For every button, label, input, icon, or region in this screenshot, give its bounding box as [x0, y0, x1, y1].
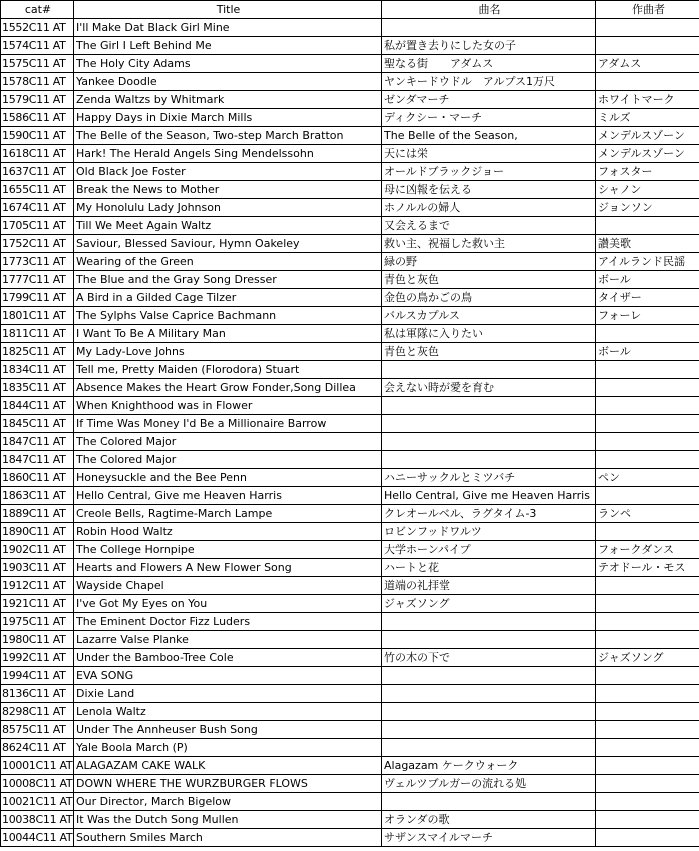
japanese-title-cell: 会えない時が愛を育む	[382, 379, 596, 397]
composer-cell: ランペ	[596, 505, 699, 523]
cat-cell: 1801C11 AT	[1, 307, 74, 325]
cat-cell: 1579C11 AT	[1, 91, 74, 109]
table-row	[1, 127, 699, 145]
composer-cell	[596, 595, 699, 613]
composer-cell: ジャズソング	[596, 649, 699, 667]
table-row	[1, 487, 699, 505]
composer-cell: 讃美歌	[596, 235, 699, 253]
table-row	[1, 325, 699, 343]
japanese-title-cell: 私は軍隊に入りたい	[382, 325, 596, 343]
table-row	[1, 469, 699, 487]
japanese-title-cell: サザンスマイルマーチ	[382, 829, 596, 847]
composer-cell: タイザー	[596, 289, 699, 307]
table-row	[1, 145, 699, 163]
japanese-title-cell: 緑の野	[382, 253, 596, 271]
composer-cell	[596, 37, 699, 55]
cat-cell: 1992C11 AT	[1, 649, 74, 667]
cat-cell: 1674C11 AT	[1, 199, 74, 217]
table-row	[1, 613, 699, 631]
composer-cell	[596, 19, 699, 37]
header-row	[1, 1, 699, 19]
japanese-title-cell: ヤンキードウドル アルプス1万尺	[382, 73, 596, 91]
cat-cell: 8136C11 AT	[1, 685, 74, 703]
japanese-title-cell: ハニーサックルとミツバチ	[382, 469, 596, 487]
japanese-title-cell	[382, 433, 596, 451]
japanese-title-cell: Alagazam ケークウォーク	[382, 757, 596, 775]
cat-cell: 1799C11 AT	[1, 289, 74, 307]
composer-cell	[596, 361, 699, 379]
japanese-title-cell: オランダの歌	[382, 811, 596, 829]
japanese-title-cell	[382, 19, 596, 37]
japanese-title-cell	[382, 739, 596, 757]
cat-cell: 1863C11 AT	[1, 487, 74, 505]
table-row	[1, 811, 699, 829]
title-cell: Under the Bamboo-Tree Cole	[74, 649, 382, 667]
composer-cell	[596, 685, 699, 703]
cat-cell: 8575C11 AT	[1, 721, 74, 739]
composer-cell	[596, 487, 699, 505]
japanese-title-cell: ディクシー・マーチ	[382, 109, 596, 127]
japanese-title-cell: ホノルルの婦人	[382, 199, 596, 217]
composer-cell	[596, 73, 699, 91]
title-cell: My Honolulu Lady Johnson	[74, 199, 382, 217]
table-row	[1, 451, 699, 469]
cat-cell: 1844C11 AT	[1, 397, 74, 415]
title-cell: Honeysuckle and the Bee Penn	[74, 469, 382, 487]
composer-cell	[596, 613, 699, 631]
table-row	[1, 559, 699, 577]
composer-cell: テオドール・モス	[596, 559, 699, 577]
table-row	[1, 361, 699, 379]
cat-cell: 1575C11 AT	[1, 55, 74, 73]
title-cell: Absence Makes the Heart Grow Fonder,Song Dillea	[74, 379, 382, 397]
composer-cell: ボール	[596, 343, 699, 361]
composer-cell	[596, 379, 699, 397]
title-cell: The Blue and the Gray Song Dresser	[74, 271, 382, 289]
cat-cell: 1752C11 AT	[1, 235, 74, 253]
table-row	[1, 577, 699, 595]
composer-cell	[596, 703, 699, 721]
japanese-title-cell	[382, 361, 596, 379]
cat-cell: 1655C11 AT	[1, 181, 74, 199]
title-cell: DOWN WHERE THE WURZBURGER FLOWS	[74, 775, 382, 793]
table-body	[1, 19, 699, 847]
composer-cell	[596, 775, 699, 793]
cat-cell: 1825C11 AT	[1, 343, 74, 361]
title-cell: I've Got My Eyes on You	[74, 595, 382, 613]
japanese-title-cell: 金色の鳥かごの鳥	[382, 289, 596, 307]
table-row	[1, 19, 699, 37]
cat-cell: 10001C11 AT	[1, 757, 74, 775]
japanese-title-cell: The Belle of the Season,	[382, 127, 596, 145]
japanese-title-cell: 青色と灰色	[382, 271, 596, 289]
composer-cell	[596, 667, 699, 685]
cat-cell: 1980C11 AT	[1, 631, 74, 649]
table-row	[1, 163, 699, 181]
table-row	[1, 685, 699, 703]
composer-cell: フォーレ	[596, 307, 699, 325]
title-cell: Hark! The Herald Angels Sing Mendelssohn	[74, 145, 382, 163]
japanese-title-cell: バルスカプルス	[382, 307, 596, 325]
title-cell: Happy Days in Dixie March Mills	[74, 109, 382, 127]
title-cell: The Sylphs Valse Caprice Bachmann	[74, 307, 382, 325]
japanese-title-cell: ハートと花	[382, 559, 596, 577]
composer-cell	[596, 721, 699, 739]
table-row	[1, 253, 699, 271]
title-cell: It Was the Dutch Song Mullen	[74, 811, 382, 829]
cat-cell: 1847C11 AT	[1, 451, 74, 469]
japanese-title-cell: 青色と灰色	[382, 343, 596, 361]
japanese-title-cell	[382, 667, 596, 685]
cat-cell: 1637C11 AT	[1, 163, 74, 181]
title-cell: I'll Make Dat Black Girl Mine	[74, 19, 382, 37]
header-title: Title	[74, 1, 382, 19]
japanese-title-cell: 天には栄	[382, 145, 596, 163]
table-row	[1, 739, 699, 757]
cat-cell: 1902C11 AT	[1, 541, 74, 559]
cat-cell: 10038C11 AT	[1, 811, 74, 829]
title-cell: The Colored Major	[74, 433, 382, 451]
table-row	[1, 343, 699, 361]
composer-cell: ホワイトマーク	[596, 91, 699, 109]
table-row	[1, 595, 699, 613]
composer-cell: アダムス	[596, 55, 699, 73]
cat-cell: 1552C11 AT	[1, 19, 74, 37]
title-cell: Hello Central, Give me Heaven Harris	[74, 487, 382, 505]
japanese-title-cell	[382, 703, 596, 721]
cat-cell: 1705C11 AT	[1, 217, 74, 235]
composer-cell	[596, 793, 699, 811]
table-row	[1, 235, 699, 253]
table-row	[1, 397, 699, 415]
japanese-title-cell: 竹の木の下で	[382, 649, 596, 667]
japanese-title-cell	[382, 415, 596, 433]
table-row	[1, 433, 699, 451]
composer-cell: ジョンソン	[596, 199, 699, 217]
cat-cell: 1574C11 AT	[1, 37, 74, 55]
japanese-title-cell	[382, 451, 596, 469]
title-cell: ALAGAZAM CAKE WALK	[74, 757, 382, 775]
cat-cell: 8624C11 AT	[1, 739, 74, 757]
cat-cell: 10021C11 AT	[1, 793, 74, 811]
table-row	[1, 793, 699, 811]
header-composer: 作曲者	[596, 1, 699, 19]
composer-cell	[596, 397, 699, 415]
composer-cell	[596, 523, 699, 541]
table-row	[1, 757, 699, 775]
composer-cell	[596, 631, 699, 649]
title-cell: Creole Bells, Ragtime-March Lampe	[74, 505, 382, 523]
title-cell: The College Hornpipe	[74, 541, 382, 559]
table-row	[1, 541, 699, 559]
cat-cell: 1975C11 AT	[1, 613, 74, 631]
japanese-title-cell	[382, 793, 596, 811]
title-cell: Yale Boola March (P)	[74, 739, 382, 757]
title-cell: The Holy City Adams	[74, 55, 382, 73]
title-cell: I Want To Be A Military Man	[74, 325, 382, 343]
title-cell: Yankee Doodle	[74, 73, 382, 91]
table-row	[1, 307, 699, 325]
japanese-title-cell: Hello Central, Give me Heaven Harris	[382, 487, 596, 505]
table-row	[1, 217, 699, 235]
composer-cell	[596, 739, 699, 757]
composer-cell: ペン	[596, 469, 699, 487]
japanese-title-cell: 母に凶報を伝える	[382, 181, 596, 199]
title-cell: The Girl I Left Behind Me	[74, 37, 382, 55]
table-row	[1, 181, 699, 199]
cat-cell: 1994C11 AT	[1, 667, 74, 685]
table-row	[1, 109, 699, 127]
cat-cell: 1845C11 AT	[1, 415, 74, 433]
composer-cell: アイルランド民謡	[596, 253, 699, 271]
cat-cell: 1590C11 AT	[1, 127, 74, 145]
composer-cell	[596, 829, 699, 847]
cat-cell: 1889C11 AT	[1, 505, 74, 523]
title-cell: Lazarre Valse Planke	[74, 631, 382, 649]
cat-cell: 1847C11 AT	[1, 433, 74, 451]
table-row	[1, 829, 699, 847]
composer-cell	[596, 811, 699, 829]
cat-cell: 1811C11 AT	[1, 325, 74, 343]
title-cell: Tell me, Pretty Maiden (Florodora) Stuart	[74, 361, 382, 379]
table-row	[1, 505, 699, 523]
header-japanese-title: 曲名	[382, 1, 596, 19]
title-cell: Zenda Waltzs by Whitmark	[74, 91, 382, 109]
cat-cell: 1860C11 AT	[1, 469, 74, 487]
table-row	[1, 199, 699, 217]
composer-cell	[596, 217, 699, 235]
title-cell: Wayside Chapel	[74, 577, 382, 595]
composer-cell	[596, 415, 699, 433]
japanese-title-cell: ヴェルツブルガーの流れる処	[382, 775, 596, 793]
header-cat: cat#	[1, 1, 74, 19]
cat-cell: 1586C11 AT	[1, 109, 74, 127]
japanese-title-cell: ロビンフッドワルツ	[382, 523, 596, 541]
table-row	[1, 649, 699, 667]
japanese-title-cell	[382, 397, 596, 415]
title-cell: The Belle of the Season, Two-step March Bratton	[74, 127, 382, 145]
cat-cell: 8298C11 AT	[1, 703, 74, 721]
table-row	[1, 703, 699, 721]
table-row	[1, 631, 699, 649]
title-cell: EVA SONG	[74, 667, 382, 685]
japanese-title-cell: クレオールベル、ラグタイム-3	[382, 505, 596, 523]
table-row	[1, 721, 699, 739]
composer-cell: フォスター	[596, 163, 699, 181]
composer-cell	[596, 577, 699, 595]
cat-cell: 1890C11 AT	[1, 523, 74, 541]
japanese-title-cell: ジャズソング	[382, 595, 596, 613]
table-row	[1, 55, 699, 73]
title-cell: My Lady-Love Johns	[74, 343, 382, 361]
title-cell: Till We Meet Again Waltz	[74, 217, 382, 235]
cat-cell: 1912C11 AT	[1, 577, 74, 595]
cat-cell: 1903C11 AT	[1, 559, 74, 577]
table-row	[1, 271, 699, 289]
title-cell: Southern Smiles March	[74, 829, 382, 847]
japanese-title-cell	[382, 685, 596, 703]
title-cell: Saviour, Blessed Saviour, Hymn Oakeley	[74, 235, 382, 253]
table-row	[1, 523, 699, 541]
composer-cell: ボール	[596, 271, 699, 289]
japanese-title-cell: 大学ホーンパイプ	[382, 541, 596, 559]
japanese-title-cell	[382, 613, 596, 631]
title-cell: The Eminent Doctor Fizz Luders	[74, 613, 382, 631]
composer-cell: メンデルスゾーン	[596, 127, 699, 145]
cat-cell: 1834C11 AT	[1, 361, 74, 379]
title-cell: The Colored Major	[74, 451, 382, 469]
japanese-title-cell: オールドブラックジョー	[382, 163, 596, 181]
title-cell: If Time Was Money I'd Be a Millionaire Barrow	[74, 415, 382, 433]
title-cell: Hearts and Flowers A New Flower Song	[74, 559, 382, 577]
japanese-title-cell	[382, 721, 596, 739]
cat-cell: 10044C11 AT	[1, 829, 74, 847]
table-row	[1, 667, 699, 685]
table-row	[1, 775, 699, 793]
cat-cell: 1835C11 AT	[1, 379, 74, 397]
cat-cell: 1777C11 AT	[1, 271, 74, 289]
title-cell: Old Black Joe Foster	[74, 163, 382, 181]
japanese-title-cell: 道端の礼拝堂	[382, 577, 596, 595]
japanese-title-cell: ゼンダマーチ	[382, 91, 596, 109]
composer-cell	[596, 757, 699, 775]
japanese-title-cell: 救い主、祝福した救い主	[382, 235, 596, 253]
title-cell: Under The Annheuser Bush Song	[74, 721, 382, 739]
title-cell: Dixie Land	[74, 685, 382, 703]
cat-cell: 1773C11 AT	[1, 253, 74, 271]
composer-cell: ミルズ	[596, 109, 699, 127]
japanese-title-cell: 聖なる街 アダムス	[382, 55, 596, 73]
composer-cell	[596, 433, 699, 451]
cat-cell: 1618C11 AT	[1, 145, 74, 163]
composer-cell	[596, 325, 699, 343]
title-cell: Break the News to Mother	[74, 181, 382, 199]
table-row	[1, 37, 699, 55]
table-row	[1, 415, 699, 433]
table-row	[1, 379, 699, 397]
table-row	[1, 73, 699, 91]
title-cell: A Bird in a Gilded Cage Tilzer	[74, 289, 382, 307]
title-cell: Our Director, March Bigelow	[74, 793, 382, 811]
title-cell: Robin Hood Waltz	[74, 523, 382, 541]
table-row	[1, 289, 699, 307]
cat-cell: 1921C11 AT	[1, 595, 74, 613]
cat-cell: 1578C11 AT	[1, 73, 74, 91]
cat-cell: 10008C11 AT	[1, 775, 74, 793]
japanese-title-cell	[382, 631, 596, 649]
japanese-title-cell: 又会えるまで	[382, 217, 596, 235]
composer-cell: メンデルスゾーン	[596, 145, 699, 163]
table-row	[1, 91, 699, 109]
title-cell: Lenola Waltz	[74, 703, 382, 721]
title-cell: When Knighthood was in Flower	[74, 397, 382, 415]
composer-cell	[596, 451, 699, 469]
composer-cell: フォークダンス	[596, 541, 699, 559]
composer-cell: シャノン	[596, 181, 699, 199]
japanese-title-cell: 私が置き去りにした女の子	[382, 37, 596, 55]
title-cell: Wearing of the Green	[74, 253, 382, 271]
